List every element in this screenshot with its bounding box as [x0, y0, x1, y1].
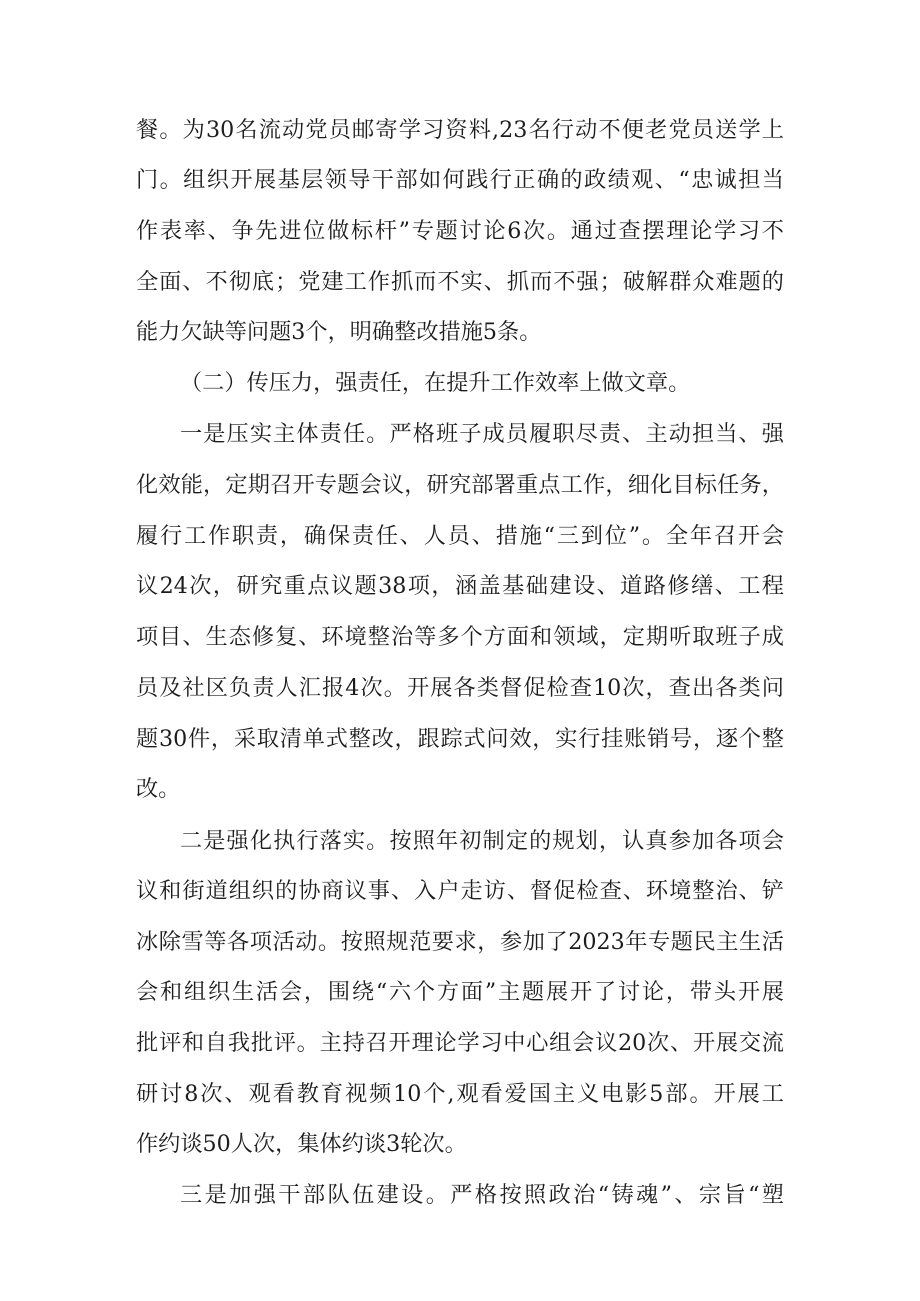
paragraph-2-line-8: 改。 [136, 776, 181, 802]
paragraph-1-line-4: 全面、不彻底；党建工作抓而不实、抓而不强；破解群众难题的 [136, 269, 784, 295]
paragraph-3-line-6: 研讨8次、观看教育视频10个,观看爱国主义电影5部。开展工 [136, 1081, 784, 1107]
paragraph-2-line-2: 化效能，定期召开专题会议，研究部署重点工作，细化目标任务， [136, 472, 784, 498]
paragraph-1-line-3: 作表率、争先进位做标杆”专题讨论6次。通过查摆理论学习不 [136, 218, 784, 244]
paragraph-3-line-7: 作约谈50人次，集体约谈3轮次。 [136, 1131, 467, 1157]
paragraph-4-line-1: 三是加强干部队伍建设。严格按照政治“铸魂”、宗旨“塑 [180, 1182, 784, 1208]
paragraph-3-line-5: 批评和自我批评。主持召开理论学习中心组会议20次、开展交流 [136, 1030, 784, 1056]
paragraph-1-line-2: 门。组织开展基层领导干部如何践行正确的政绩观、“忠诚担当 [136, 167, 784, 193]
paragraph-2-line-6: 员及社区负责人汇报4次。开展各类督促检查10次，查出各类问 [136, 675, 784, 701]
paragraph-2-line-5: 项目、生态修复、环境整治等多个方面和领域，定期听取班子成 [136, 624, 784, 650]
paragraph-2-line-7: 题30件，采取清单式整改，跟踪式问效，实行挂账销号，逐个整 [136, 726, 784, 752]
paragraph-2-line-3: 履行工作职责，确保责任、人员、措施“三到位”。全年召开会 [136, 523, 784, 549]
section-heading: （二）传压力，强责任，在提升工作效率上做文章。 [180, 370, 691, 396]
paragraph-1-line-5: 能力欠缺等问题3个，明确整改措施5条。 [136, 319, 542, 345]
paragraph-3-line-2: 议和街道组织的协商议事、入户走访、督促检查、环境整治、铲 [136, 878, 784, 904]
paragraph-3-line-1: 二是强化执行落实。按照年初制定的规划，认真参加各项会 [180, 828, 784, 854]
paragraph-2-line-1: 一是压实主体责任。严格班子成员履职尽责、主动担当、强 [180, 421, 784, 447]
paragraph-2-line-4: 议24次，研究重点议题38项，涵盖基础建设、道路修缮、工程 [136, 573, 784, 599]
paragraph-3-line-4: 会和组织生活会，围绕“六个方面”主题展开了讨论，带头开展 [136, 979, 784, 1005]
paragraph-3-line-3: 冰除雪等各项活动。按照规范要求，参加了2023年专题民主生活 [136, 929, 784, 955]
paragraph-1-line-1: 餐。为30名流动党员邮寄学习资料,23名行动不便老党员送学上 [136, 117, 784, 143]
